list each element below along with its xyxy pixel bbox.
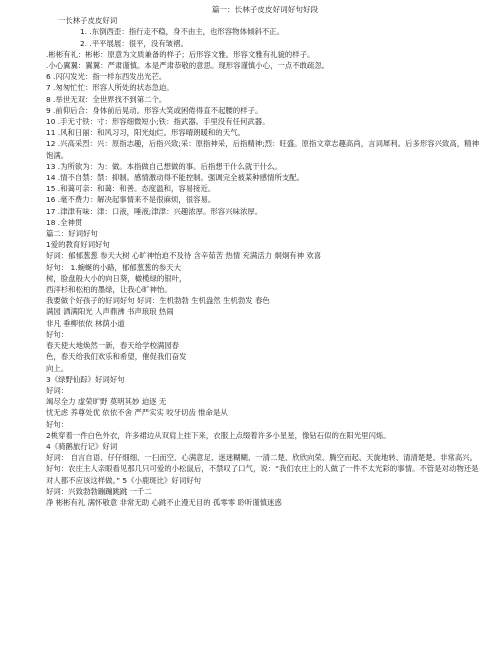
entry-1: 1. .东倒西歪：指行走不稳，身不由主，也形容物体倾斜不正。 (80, 27, 284, 37)
entry-15: 15 .和蔼可亲：和蔼：和善。态度温和，容易接近。 (46, 184, 216, 194)
part2-line-23: 净 彬彬有礼 满怀敬意 非常无助 心跳不止漫无目的 孤零零 聆听谨慎迷惑 (46, 497, 282, 507)
part2-line-17: 好句： (46, 419, 69, 429)
entry-6: 6 .闪闪发光：指一样东西发出光芒。 (46, 72, 167, 82)
part2-line-12: 向上。 (46, 363, 69, 373)
entry-16: 16 .毫不费力：解决起事情来不是很麻烦，很容易。 (46, 195, 216, 205)
entry-4: .小心翼翼：翼翼：严肃谨慎。本是严肃恭敬的意思。现形容谨慎小心，一点不敢疏忽。 (46, 61, 330, 71)
part2-line-10: 春天使大地焕然一新，春天给学校满园春 (46, 341, 180, 351)
entry-8: 8 .举世无双：全世界找不到第二个。 (46, 94, 167, 104)
part2-line-15: 竭尽全力 虚荣旷野 莫明其妙 迫逐 无 (46, 397, 167, 407)
part2-line-18: 2桃穿着一件白色外衣，许多裙边从双肩上挂下来，衣服上点缀着许多小星星，像钻石似的在阳光里闪烁。 (46, 430, 391, 440)
entry-2: 2. .平平展展：很平，没有皱褶。 (80, 38, 188, 48)
part2-line-20: 好词： 自言自语、仔仔细细、一扫而空、心满意足、迷迷糊糊、一清二楚、欣欣向荣、腾空而起、天旋地转、清清楚楚、非常高兴。 (46, 453, 478, 463)
entry-7: 7 .匆匆忙忙：形容人所处的状态急迫。 (46, 83, 174, 93)
part2-line-13: 3《绿野仙踪》好词好句 (46, 374, 125, 384)
entry-11: 11 .风和日丽：和风习习，阳光灿烂。形容晴朗暖和的天气。 (46, 128, 245, 138)
part2-line-4: 树，脸盘般大小的向日葵，橄榄绿的银叶， (46, 273, 187, 283)
part2-line-16: 忧无虑 养尊处优 依依不舍 严严实实 咬牙切齿 惟命是从 (46, 408, 228, 418)
entry-3: .彬彬有礼：彬彬：原意为文质兼备的样子；后形容文雅。形容文雅有礼貌的样子。 (46, 49, 315, 59)
entry-17: 17 .津津有味：津：口液，唾液;津津：兴趣浓厚。形容兴味浓厚。 (46, 206, 263, 216)
entry-10: 10 .手无寸铁：寸：形容细微短小;铁：指武器。手里没有任何武器。 (46, 117, 270, 127)
part2-line-8: 非凡 垂柳依依 林荫小道 (46, 318, 125, 328)
part2-line-19: 4《骑鹅旅行记》好词 (46, 441, 118, 451)
part2-line-3: 好句： 1.蜿蜒的小路，郁郁葱葱的参天大 (46, 262, 182, 272)
part2-line-2: 好词：郁郁葱葱 参天大树 心旷神怡迫不及待 含辛茹苦 热情 充满活力 炯炯有神 欢喜 (46, 251, 322, 261)
part2-line-22: 好词：兴致勃勃蹦蹦跳跳 一千二 (46, 486, 152, 496)
doc-title: 篇一：长林子皮皮好词好句好段 (211, 5, 319, 14)
entry-18: 18 .全神贯 (46, 217, 83, 227)
part2-line-7: 满园 洒满阳光 人声鼎沸 书声琅琅 热闹 (46, 307, 174, 317)
part2-line-9: 好句： (46, 329, 69, 339)
part2-title: 篇二：好词好句 (46, 229, 98, 239)
entry-9: 9 .前仰后合：身体前后晃动。形容大笑或困倦得直不起腰的样子。 (46, 105, 263, 115)
entry-12: 12 .兴高采烈：兴：原指志趣，后指兴致;采：原指神采，后指精神;烈：旺盛。原指文章志趣高尚，言词犀利。后多形容兴致高，精神饱满。 (46, 139, 479, 160)
part2-line-1: 1爱的教育好词好句 (46, 240, 110, 250)
entry-13: 13 .为所欲为：为：做。本指做自己想做的事。后指想干什么就干什么。 (46, 161, 282, 171)
part2-line-14: 好词： (46, 385, 69, 395)
part2-line-21: 好句：农庄主人亲眼看见那几只可爱的小松鼠后，不禁叹了口气，说：“我们农庄上的人做了一件不太光彩的事情。不管是对动物还是对人都不应该这样做。” 5《小鹿斑比》好词好句 (46, 464, 479, 485)
part2-line-11: 色，春天给我们欢乐和希望，催促我们奋发 (46, 352, 187, 362)
part2-line-6: 我要做个好孩子的好词好句 好词：生机勃勃 生机盎然 生机勃发 春色 (46, 296, 270, 306)
part2-line-5: 西洋杉和松柏的墨绿，让我心旷神怡。 (46, 285, 172, 295)
entry-14: 14 .情不自禁：禁：抑制。感情激动得不能控制。强调完全被某种感情所支配。 (46, 173, 304, 183)
doc-subtitle: 一长林子皮皮好词 (58, 16, 118, 26)
